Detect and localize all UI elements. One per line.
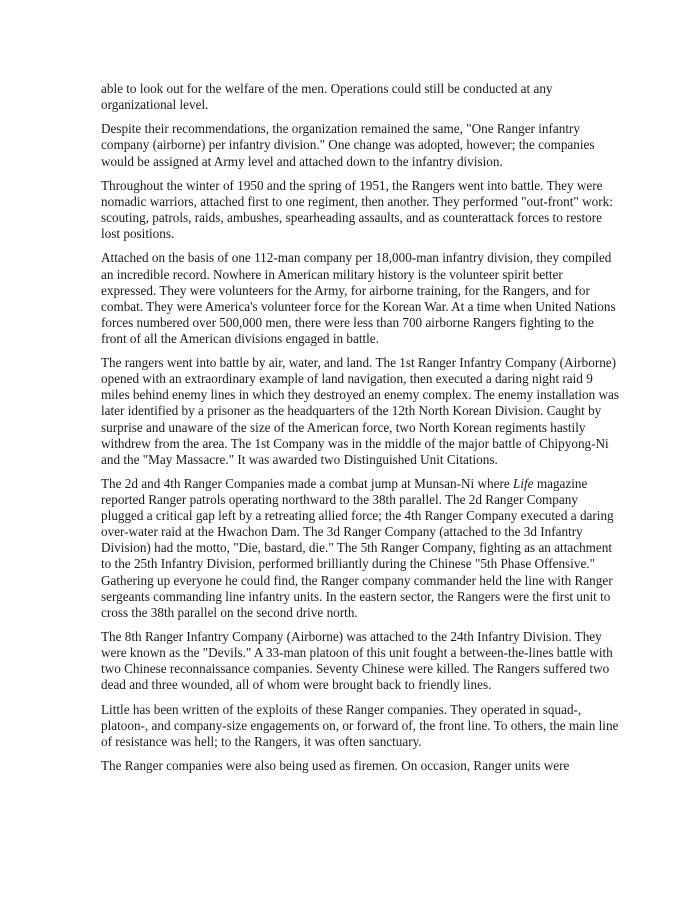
paragraph-eighth-company: The 8th Ranger Infantry Company (Airborne) was attached to the 24th Infantry Division. They were known as the "Devils." A 33-man platoon of this unit fought a between-the-lines battle with two Chinese reconnaissance companies. Seventy Chinese were killed. The Rangers suffered two dead and three wounded, all of whom were brought back to friendly lines. [101, 629, 613, 693]
paragraph-munsan-ni-rest: magazine reported Ranger patrols operating northward to the 38th parallel. The 2d Ranger Company plugged a critical gap left by a retreating allied force; the 4th Ranger Company executed a daring over-water raid at the Hwachon Dam. The 3d Ranger Company (attached to the 3d Infantry Division) had the motto, "Die, bastard, die." The 5th Ranger Company, fighting as an attachment to the 25th Infantry Division, performed brilliantly during the Chinese "5th Phase Offensive." Gathering up everyone he could find, the Ranger company commander held the line with Ranger sergeants commanding line infantry units. In the eastern sector, the Rangers were the first unit to cross the 38th parallel on the second drive north. [101, 476, 614, 620]
paragraph-exploits: Little has been written of the exploits of these Ranger companies. They operated in squad-, platoon-, and company-size engagements on, or forward of, the front line. To others, the main line of resistance was hell; to the Rangers, it was often sanctuary. [101, 701, 619, 749]
paragraph-organizational-level: able to look out for the welfare of the men. Operations could still be conducted at any organizational level. [101, 81, 553, 113]
life-magazine-title: Life [513, 476, 534, 491]
paragraph-first-company: The rangers went into battle by air, water, and land. The 1st Ranger Infantry Company (Airborne) opened with an extraordinary example of land navigation, then executed a daring night raid 9 miles behind enemy lines in which they destroyed an enemy complex. The enemy installation was later identified by a prisoner as the headquarters of the 12th North Korean Division. Caught by surprise and unaware of the size of the American force, two North Korean regiments hastily withdrew from the area. The 1st Company was in the middle of the major battle of Chipyong-Ni and the "May Massacre." It was awarded two Distinguished Unit Citations. [101, 355, 619, 467]
paragraph-munsan-ni-start: The 2d and 4th Ranger Companies made a combat jump at Munsan-Ni where [101, 476, 513, 491]
paragraph-munsan-ni [101, 476, 621, 621]
paragraph-firemen: The Ranger companies were also being used as firemen. On occasion, Ranger units were [101, 758, 570, 774]
paragraph-winter-1950: Throughout the winter of 1950 and the spring of 1951, the Rangers went into battle. They were nomadic warriors, attached first to one regiment, then another. They performed "out-front" work: scouting, patrols, raids, ambushes, spearheading assaults, and as counterattack forces to restore lost positions. [101, 177, 613, 242]
body-text [101, 81, 621, 782]
paragraph-incredible-record: Attached on the basis of one 112-man company per 18,000-man infantry division, they compiled an incredible record. Nowhere in American military history is the volunteer spirit better expressed. They were volunteers for the Army, for airborne training, for the Rangers, and for combat. They were America's volunteer force for the Korean War. At a time when United Nations forces numbered over 500,000 men, there were less than 700 airborne Rangers fighting to the front of all the American divisions engaged in battle. [101, 250, 616, 346]
paragraph-recommendations: Despite their recommendations, the organization remained the same, "One Ranger infantry company (airborne) per infantry division." One change was adopted, however; the companies would be assigned at Army level and attached down to the infantry division. [101, 121, 595, 169]
